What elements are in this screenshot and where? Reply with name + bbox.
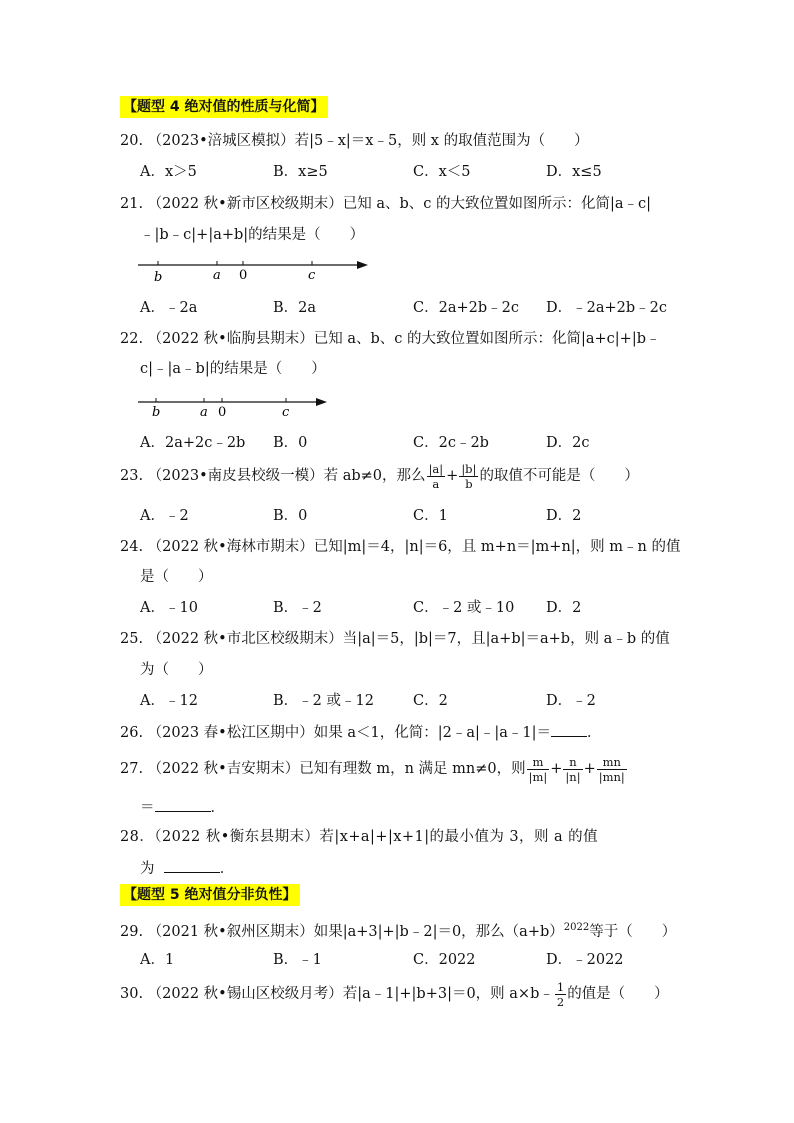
q22-label-c: c (282, 405, 290, 420)
q25-option-a[interactable]: A．﹣12 (140, 693, 198, 709)
q23-option-b[interactable]: B．0 (273, 508, 308, 524)
q21-label-a: a (213, 268, 221, 283)
q28-answer-blank[interactable] (164, 858, 220, 873)
q22-label-0: 0 (218, 405, 227, 420)
question-21-stem-line1: 21. （2022 秋•新市区校级期末）已知 a、b、c 的大致位置如图所示：化简|a﹣c| (120, 196, 652, 212)
q25-option-b[interactable]: B．﹣2 或﹣12 (273, 693, 374, 709)
q21-label-b: b (154, 270, 163, 285)
question-25-stem-line1: 25. （2022 秋•市北区校级期末）当|a|＝5，|b|＝7，且|a+b|＝a+b，则 a﹣b 的值 (120, 631, 670, 647)
q21-axis-arrow (357, 261, 368, 269)
q27-fraction-mn (597, 755, 627, 784)
q23-option-a[interactable]: A．﹣2 (140, 508, 189, 524)
q21-label-0: 0 (239, 268, 248, 283)
q23-frac1-den: a (432, 476, 440, 491)
q23-frac1-num: |a| (428, 461, 444, 476)
question-29-stem (120, 918, 676, 942)
question-20-stem: 20. （2023•涪城区模拟）若|5﹣x|＝x﹣5，则 x 的取值范围为（ ） (120, 133, 589, 149)
q27-frac2-den: |n| (565, 769, 581, 784)
q23-option-c[interactable]: C．1 (413, 508, 448, 524)
question-21-stem-line2: ﹣|b﹣c|+|a+b|的结果是（ ） (140, 227, 365, 243)
q21-option-d[interactable]: D．﹣2a+2b﹣2c (546, 300, 667, 316)
q27-plus-2: + (583, 761, 596, 777)
q25-option-c[interactable]: C．2 (413, 693, 448, 709)
q23-frac2-den: b (465, 476, 473, 491)
question-24-stem-line1: 24. （2022 秋•海林市期末）已知|m|＝4，|n|＝6，且 m+n＝|m+n|，则 m﹣n 的值 (120, 539, 681, 555)
q23-option-d[interactable]: D．2 (546, 508, 582, 524)
q24-option-b[interactable]: B．﹣2 (273, 600, 322, 616)
q22-axis-arrow (316, 398, 327, 406)
q27-equals: ＝ (140, 800, 155, 816)
q21-label-c: c (308, 268, 316, 283)
question-30-stem (120, 978, 669, 1010)
q30-frac-den: 2 (556, 994, 565, 1009)
q28-end: ． (219, 861, 235, 877)
q23-prefix: 23. （2023•南皮县校级一模）若 ab≠0，那么 (120, 468, 426, 484)
q26-answer-blank[interactable] (551, 722, 587, 737)
q26-text: 26. （2023 春•松江区期中）如果 a＜1，化简：|2﹣a|﹣|a﹣1|＝ (120, 725, 551, 741)
question-27-stem-line1 (120, 752, 628, 786)
q22-option-c[interactable]: C．2c﹣2b (413, 435, 489, 451)
q29-option-b[interactable]: B．﹣1 (273, 952, 322, 968)
question-22-stem-line1: 22. （2022 秋•临朐县期末）已知 a、b、c 的大致位置如图所示：化简|a+c|+|b﹣ (120, 331, 661, 347)
q27-end: ． (210, 800, 225, 816)
q30-prefix: 30. （2022 秋•锡山区校级月考）若|a﹣1|+|b+3|＝0，则 a×b﹣ (120, 986, 554, 1002)
q21-number-line (135, 255, 375, 287)
q24-option-d[interactable]: D．2 (546, 600, 582, 616)
q21-option-c[interactable]: C．2a+2b﹣2c (413, 300, 519, 316)
q29-option-d[interactable]: D．﹣2022 (546, 952, 624, 968)
q20-option-b[interactable]: B．x≥5 (273, 164, 328, 180)
q30-suffix: 的值是（ ） (567, 986, 669, 1002)
q22-number-line (135, 392, 335, 420)
q27-answer-blank[interactable] (155, 797, 211, 812)
q23-plus: + (446, 468, 459, 484)
q29-option-c[interactable]: C．2022 (413, 952, 476, 968)
question-23-stem (120, 460, 639, 492)
q20-option-d[interactable]: D．x≤5 (546, 164, 602, 180)
q26-end: ． (587, 725, 602, 741)
q30-fraction-half (555, 980, 566, 1009)
question-22-stem-line2: c|﹣|a﹣b|的结果是（ ） (140, 361, 326, 377)
q22-label-b: b (152, 405, 161, 420)
q24-option-a[interactable]: A．﹣10 (140, 600, 198, 616)
q27-frac1-num: m (527, 755, 550, 770)
q23-frac2-num: |b| (461, 461, 477, 476)
q21-option-b[interactable]: B．2a (273, 300, 317, 316)
question-26-stem (120, 722, 602, 743)
q22-option-b[interactable]: B．0 (273, 435, 308, 451)
q27-fraction-n (563, 755, 582, 784)
q23-fraction-a (427, 462, 446, 491)
q28-prefix: 为 (140, 861, 155, 877)
q25-option-d[interactable]: D．﹣2 (546, 693, 596, 709)
question-25-stem-line2: 为（ ） (140, 662, 213, 678)
question-28-stem-line1: 28．（2022 秋•衡东县期末）若|x+a|+|x+1|的最小值为 3，则 a 的值 (120, 829, 599, 845)
q22-option-d[interactable]: D．2c (546, 435, 590, 451)
q27-frac2-num: n (563, 755, 582, 770)
q22-label-a: a (200, 405, 208, 420)
q23-suffix: 的取值不可能是（ ） (479, 468, 639, 484)
q22-option-a[interactable]: A．2a+2c﹣2b (140, 435, 246, 451)
q29-exponent: 2022 (563, 922, 590, 933)
question-24-stem-line2: 是（ ） (140, 569, 213, 585)
question-28-stem-line2 (140, 858, 234, 879)
section-header-4: 【题型 4 绝对值的性质与化简】 (120, 96, 328, 118)
q27-frac3-den: |mn| (598, 769, 625, 784)
q27-frac1-den: |m| (528, 769, 548, 784)
q27-plus-1: + (550, 761, 563, 777)
question-27-stem-line2 (140, 797, 225, 818)
q21-option-a[interactable]: A．﹣2a (140, 300, 198, 316)
q29-option-a[interactable]: A．1 (140, 952, 175, 968)
q30-frac-num: 1 (556, 979, 565, 994)
q29-prefix: 29. （2021 秋•叙州区期末）如果|a+3|+|b﹣2|＝0，那么（a+b） (120, 923, 564, 940)
q27-frac3-num: mn (597, 755, 627, 770)
q27-fraction-m (527, 755, 550, 784)
q23-fraction-b (459, 462, 478, 491)
q24-option-c[interactable]: C．﹣2 或﹣10 (413, 600, 515, 616)
q20-option-c[interactable]: C．x＜5 (413, 164, 471, 180)
q20-option-a[interactable]: A．x＞5 (140, 164, 197, 180)
section-header-5: 【题型 5 绝对值分非负性】 (120, 884, 300, 906)
q29-suffix: 等于（ ） (589, 923, 677, 940)
q27-prefix: 27. （2022 秋•吉安期末）已知有理数 m，n 满足 mn≠0，则 (120, 761, 526, 777)
